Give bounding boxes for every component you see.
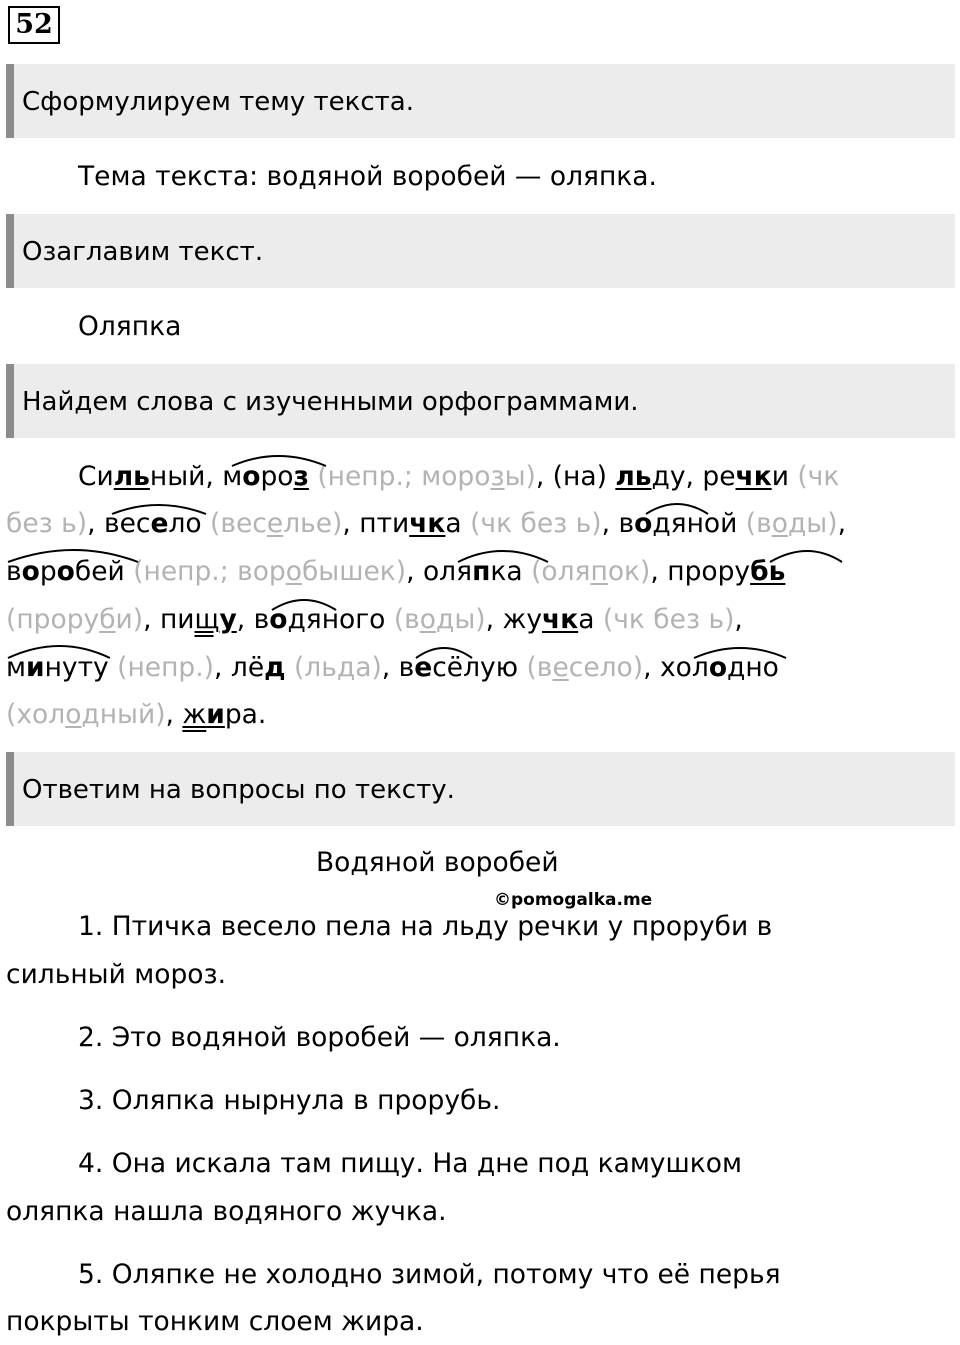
title-answer: Оляпка (78, 311, 182, 342)
answer-5-line-2: покрыты тонким слоем жира. (6, 1306, 424, 1337)
task-number: 52 (8, 6, 60, 44)
spelling-line: без ь), весело (веселье), птичка (чк без ь), водяной (воды), (6, 508, 846, 539)
topic-answer: Тема текста: водяной воробей — оляпка. (78, 161, 657, 192)
spelling-line: (холодный), жира. (6, 699, 267, 730)
answer-3: 3. Оляпка нырнула в прорубь. (78, 1085, 501, 1116)
answer-2: 2. Это водяной воробей — оляпка. (78, 1022, 561, 1053)
spelling-line: (проруби), пищу, водяного (воды), жучка (чк без ь), (6, 604, 743, 635)
spelling-line: минуту (непр.), лёд (льда), весёлую (весело), холодно (6, 652, 779, 683)
answer-1-line-2: сильный мороз. (6, 959, 226, 990)
watermark: ©pomogalka.me (494, 890, 653, 910)
answer-5-line-1: 5. Оляпке не холодно зимой, потому что её перья (78, 1259, 781, 1290)
answer-1-line-1: 1. Птичка весело пела на льду речки у проруби в (78, 911, 773, 942)
spelling-line: воробей (непр.; воробышек), оляпка (оляпок), прорубь (6, 556, 786, 587)
answer-4-line-2: оляпка нашла водяного жучка. (6, 1196, 447, 1227)
answer-4-line-1: 4. Она искала там пищу. На дне под камушком (78, 1148, 742, 1179)
story-title: Водяной воробей (316, 847, 559, 878)
section-heading-questions: Ответим на вопросы по тексту. (6, 752, 955, 826)
section-heading-spelling: Найдем слова с изученными орфограммами. (6, 364, 955, 438)
section-heading-topic: Сформулируем тему текста. (6, 64, 955, 138)
section-heading-title: Озаглавим текст. (6, 214, 955, 288)
spelling-line: Сильный, мороз (непр.; морозы), (на) льду, речки (чк (78, 461, 840, 492)
